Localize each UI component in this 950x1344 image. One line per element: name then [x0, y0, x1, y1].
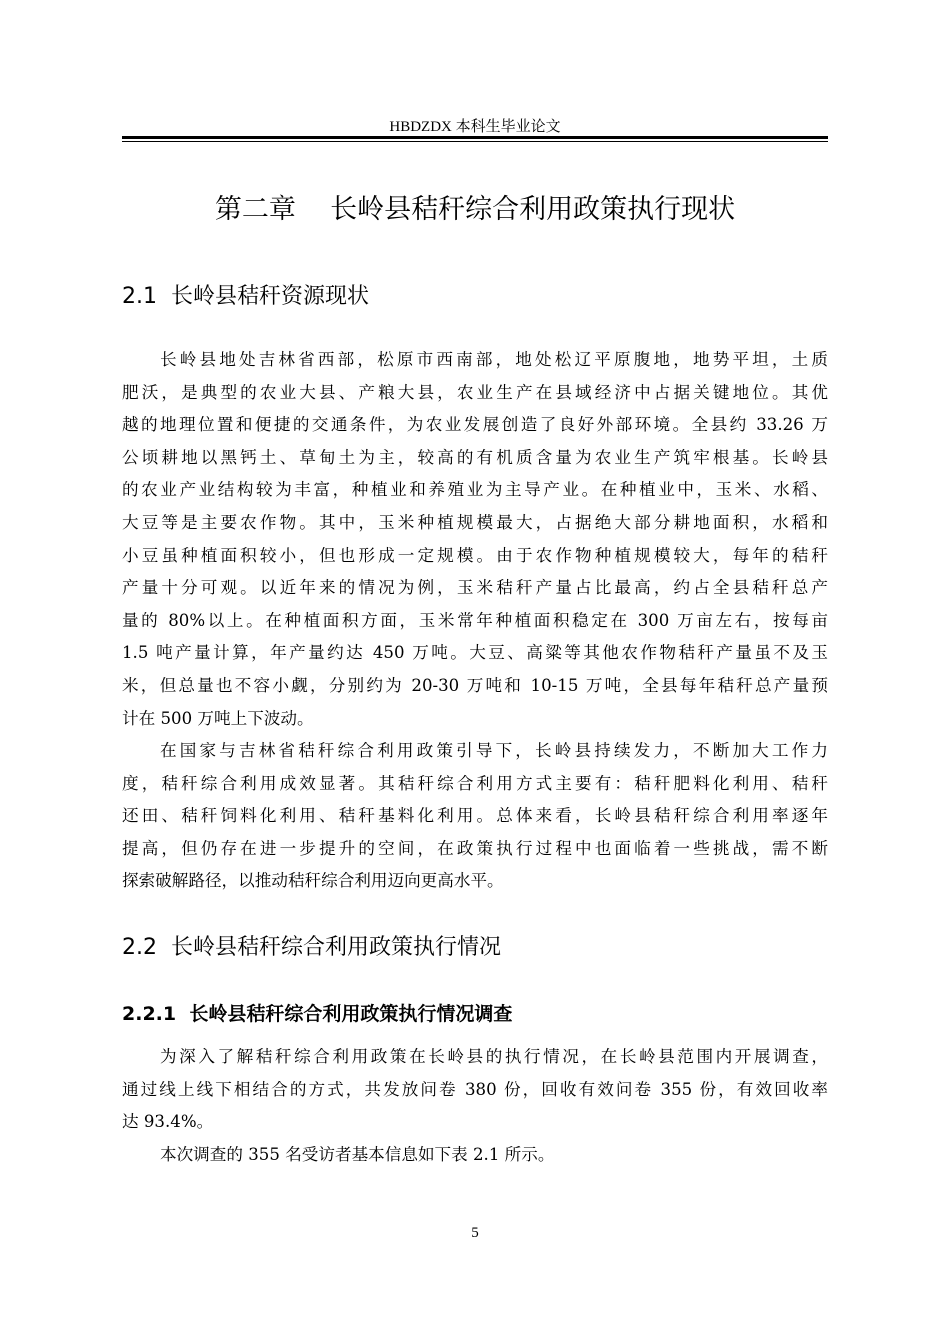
text-line: 公顷耕地以黑钙土、草甸土为主，较高的有机质含量为农业生产筑牢根基。长岭县	[122, 447, 828, 467]
text-line: 为深入了解秸秆综合利用政策在长岭县的执行情况，在长岭县范围内开展调查，	[160, 1047, 828, 1066]
chapter-title: 第二章 长岭县秸秆综合利用政策执行现状	[214, 194, 736, 225]
text-line: 还田、秸秆饲料化利用、秸秆基料化利用。总体来看，长岭县秸秆综合利用率逐年	[122, 806, 828, 826]
text-line: 1.5 吨产量计算，年产量约达 450 万吨。大豆、高粱等其他农作物秸秆产量虽不及玉	[122, 643, 828, 663]
text-line: 的农业产业结构较为丰富，种植业和养殖业为主导产业。在种植业中，玉米、水稻、	[122, 480, 828, 500]
page-number: 5	[471, 1225, 479, 1241]
text-line: 达 93.4%。	[122, 1112, 214, 1132]
section-2-2-heading: 2.2 长岭县秸秆综合利用政策执行情况	[122, 935, 501, 960]
text-line: 长岭县地处吉林省西部，松原市西南部，地处松辽平原腹地，地势平坦，土质	[160, 350, 828, 369]
text-line: 米，但总量也不容小觑，分别约为 20-30 万吨和 10-15 万吨，全县每年秸秆总产量预	[122, 675, 828, 695]
subsection-2-2-1-paragraph-1	[122, 1041, 828, 1139]
text-line: 肥沃，是典型的农业大县、产粮大县，农业生产在县域经济中占据关键地位。其优	[122, 382, 828, 402]
header-rule-thin	[122, 141, 828, 142]
text-line: 度，秸秆综合利用成效显著。其秸秆综合利用方式主要有：秸秆肥料化利用、秸秆	[122, 773, 828, 793]
text-line: 本次调查的 355 名受访者基本信息如下表 2.1 所示。	[160, 1145, 555, 1164]
text-line: 在国家与吉林省秸秆综合利用政策引导下，长岭县持续发力，不断加大工作力	[160, 741, 828, 760]
text-line: 探索破解路径，以推动秸秆综合利用迈向更高水平。	[122, 871, 504, 891]
subsection-2-2-1-heading: 2.2.1 长岭县秸秆综合利用政策执行情况调查	[122, 1003, 513, 1025]
text-line: 越的地理位置和便捷的交通条件，为农业发展创造了良好外部环境。全县约 33.26 万	[122, 415, 828, 435]
section-2-1-heading: 2.1 长岭县秸秆资源现状	[122, 284, 369, 309]
section-2-1-paragraph-1	[122, 344, 828, 735]
text-line: 产量十分可观。以近年来的情况为例，玉米秸秆产量占比最高，约占全县秸秆总产	[122, 578, 828, 598]
text-line: 计在 500 万吨上下波动。	[122, 708, 314, 728]
text-line: 小豆虽种植面积较小，但也形成一定规模。由于农作物种植规模较大，每年的秸秆	[122, 545, 828, 565]
text-line: 提高，但仍存在进一步提升的空间，在政策执行过程中也面临着一些挑战，需不断	[122, 838, 828, 858]
text-line: 大豆等是主要农作物。其中，玉米种植规模最大，占据绝大部分耕地面积，水稻和	[122, 512, 828, 532]
section-2-1-paragraph-2	[122, 735, 828, 898]
subsection-2-2-1-paragraph-2	[122, 1139, 828, 1172]
text-line: 量的 80%以上。在种植面积方面，玉米常年种植面积稳定在 300 万亩左右，按每亩	[122, 610, 828, 630]
running-header: HBDZDX 本科生毕业论文	[389, 119, 561, 135]
text-line: 通过线上线下相结合的方式，共发放问卷 380 份，回收有效问卷 355 份，有效回收率	[122, 1079, 828, 1099]
header-rule-thick	[122, 136, 828, 139]
